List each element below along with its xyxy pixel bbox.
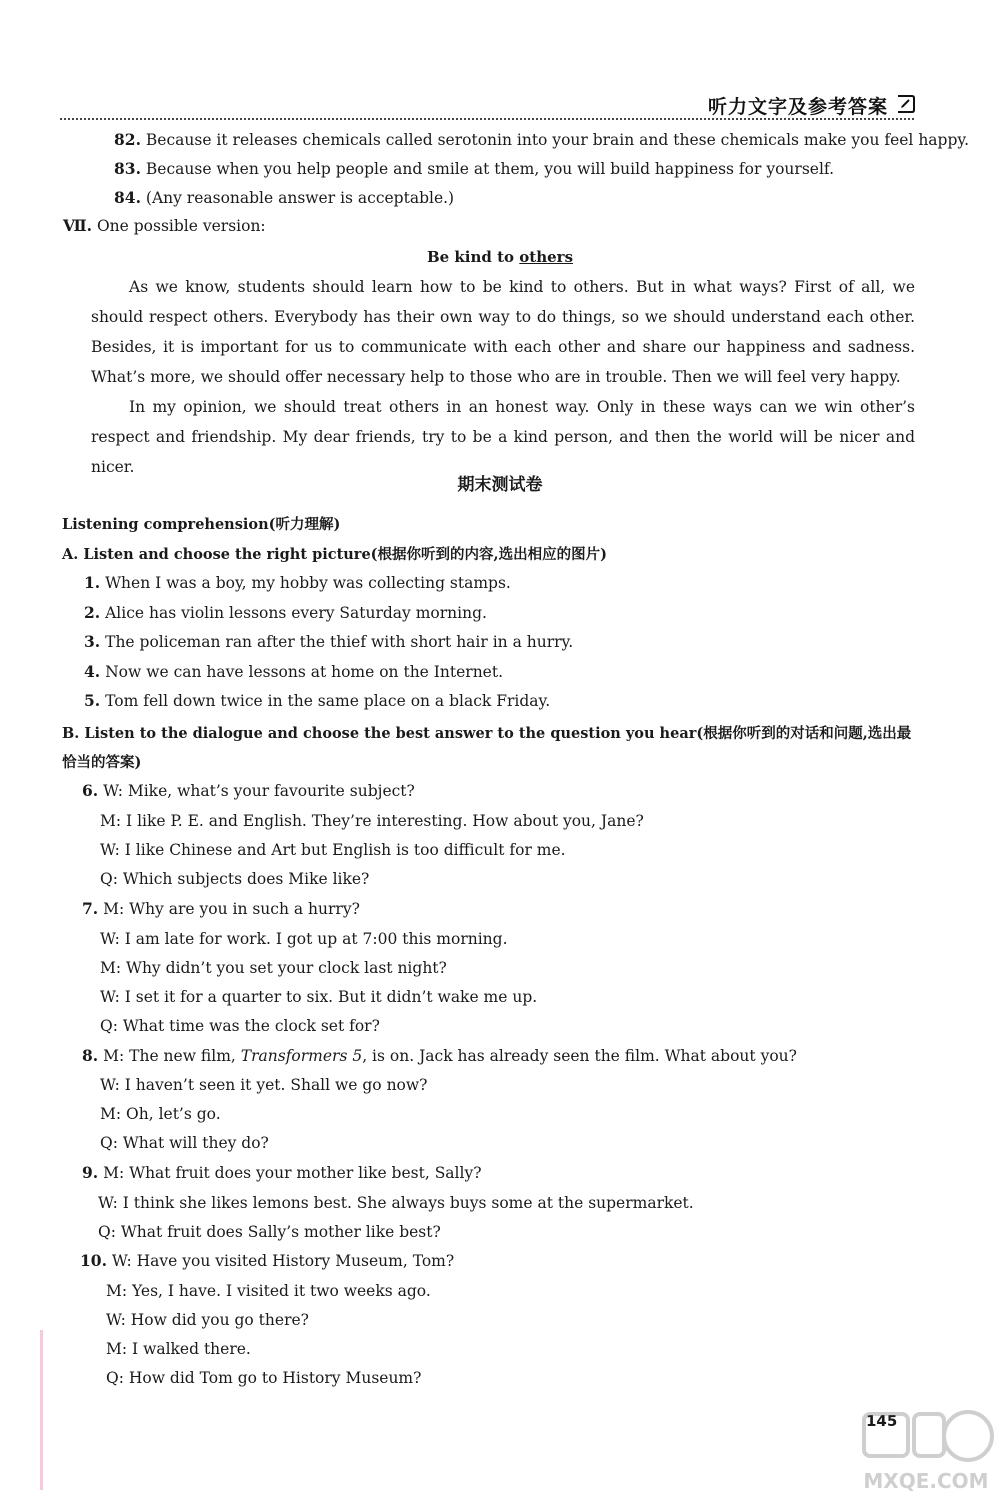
film-title: Transformers 5 [240,1047,363,1065]
answer-82: 82. Because it releases chemicals called serotonin into your brain and these chemicals make you feel happy. [114,130,970,149]
essay-title: Be kind to others [426,248,574,266]
margin-mark [40,1330,43,1490]
watermark-text: MXQE.COM [863,1469,989,1493]
part-a-item-2: 2. Alice has violin lessons every Saturday morning. [84,603,487,622]
q10-line-1: 10. W: Have you visited History Museum, Tom? [80,1251,455,1270]
page-number: 145 [866,1412,898,1430]
part-a-item-4: 4. Now we can have lessons at home on the Internet. [84,662,504,681]
q8-line-4: Q: What will they do? [100,1134,269,1152]
q7-line-5: Q: What time was the clock set for? [100,1017,380,1035]
part-b-heading-line-2: 恰当的答案) [62,754,142,771]
essay-paragraph-1: As we know, students should learn how to be kind to others. But in what ways? First of all, we should respect others. Everybody has their own way to do things, so we should understand each other. Besides, it is important for us to communicate with each other and share our happiness and sadness. What’s more, we should offer necessary help to those who are in trouble. Then we will feel very happy. [91,278,915,386]
answer-84: 84. (Any reasonable answer is acceptable.) [114,188,455,207]
q7-line-2: W: I am late for work. I got up at 7:00 this morning. [100,930,508,948]
q9-line-2: W: I think she likes lemons best. She always buys some at the supermarket. [98,1194,694,1212]
q8-line-1: 8. M: The new film, Transformers 5, is on. Jack has already seen the film. What about you? [82,1046,797,1065]
q8-line-3: M: Oh, let’s go. [100,1105,221,1123]
q7-line-4: W: I set it for a quarter to six. But it didn’t wake me up. [100,988,538,1006]
q8-line-2: W: I haven’t seen it yet. Shall we go now? [100,1076,428,1094]
q10-line-4: M: I walked there. [106,1340,251,1358]
q10-line-2: M: Yes, I have. I visited it two weeks ago. [106,1282,431,1300]
header-title: 听力文字及参考答案 [707,96,888,118]
pencil-icon [894,93,916,115]
essay-paragraph-2: In my opinion, we should treat others in an honest way. Only in these ways can we win other’s respect and friendship. My dear friends, try to be a kind person, and then the world will be nicer and nicer. [91,398,915,476]
q7-line-3: M: Why didn’t you set your clock last night? [100,959,447,977]
final-test-title: 期末测试卷 [457,475,543,495]
q6-line-1: 6. W: Mike, what’s your favourite subject? [82,781,415,800]
part-a-item-1: 1. When I was a boy, my hobby was collecting stamps. [84,573,511,592]
q9-line-3: Q: What fruit does Sally’s mother like best? [98,1223,441,1241]
q10-line-3: W: How did you go there? [106,1311,309,1329]
q9-line-1: 9. M: What fruit does your mother like best, Sally? [82,1163,482,1182]
listening-heading: Listening comprehension(听力理解) [62,516,341,533]
section-vii: Ⅶ. One possible version: [63,216,266,235]
answer-83: 83. Because when you help people and smile at them, you will build happiness for yourself. [114,159,835,178]
q6-line-2: M: I like P. E. and English. They’re interesting. How about you, Jane? [100,812,644,830]
part-b-heading-line-1: B. Listen to the dialogue and choose the best answer to the question you hear(根据你听到的对话和问题,选出最 [62,725,912,742]
watermark-logo [856,1400,996,1496]
part-a-heading: A. Listen and choose the right picture(根据你听到的内容,选出相应的图片) [62,546,607,563]
header-divider [60,118,914,120]
q6-line-4: Q: Which subjects does Mike like? [100,870,370,888]
q7-line-1: 7. M: Why are you in such a hurry? [82,899,360,918]
q10-line-5: Q: How did Tom go to History Museum? [106,1369,422,1387]
part-a-item-3: 3. The policeman ran after the thief with short hair in a hurry. [84,632,574,651]
q6-line-3: W: I like Chinese and Art but English is too difficult for me. [100,841,566,859]
part-a-item-5: 5. Tom fell down twice in the same place on a black Friday. [84,691,551,710]
